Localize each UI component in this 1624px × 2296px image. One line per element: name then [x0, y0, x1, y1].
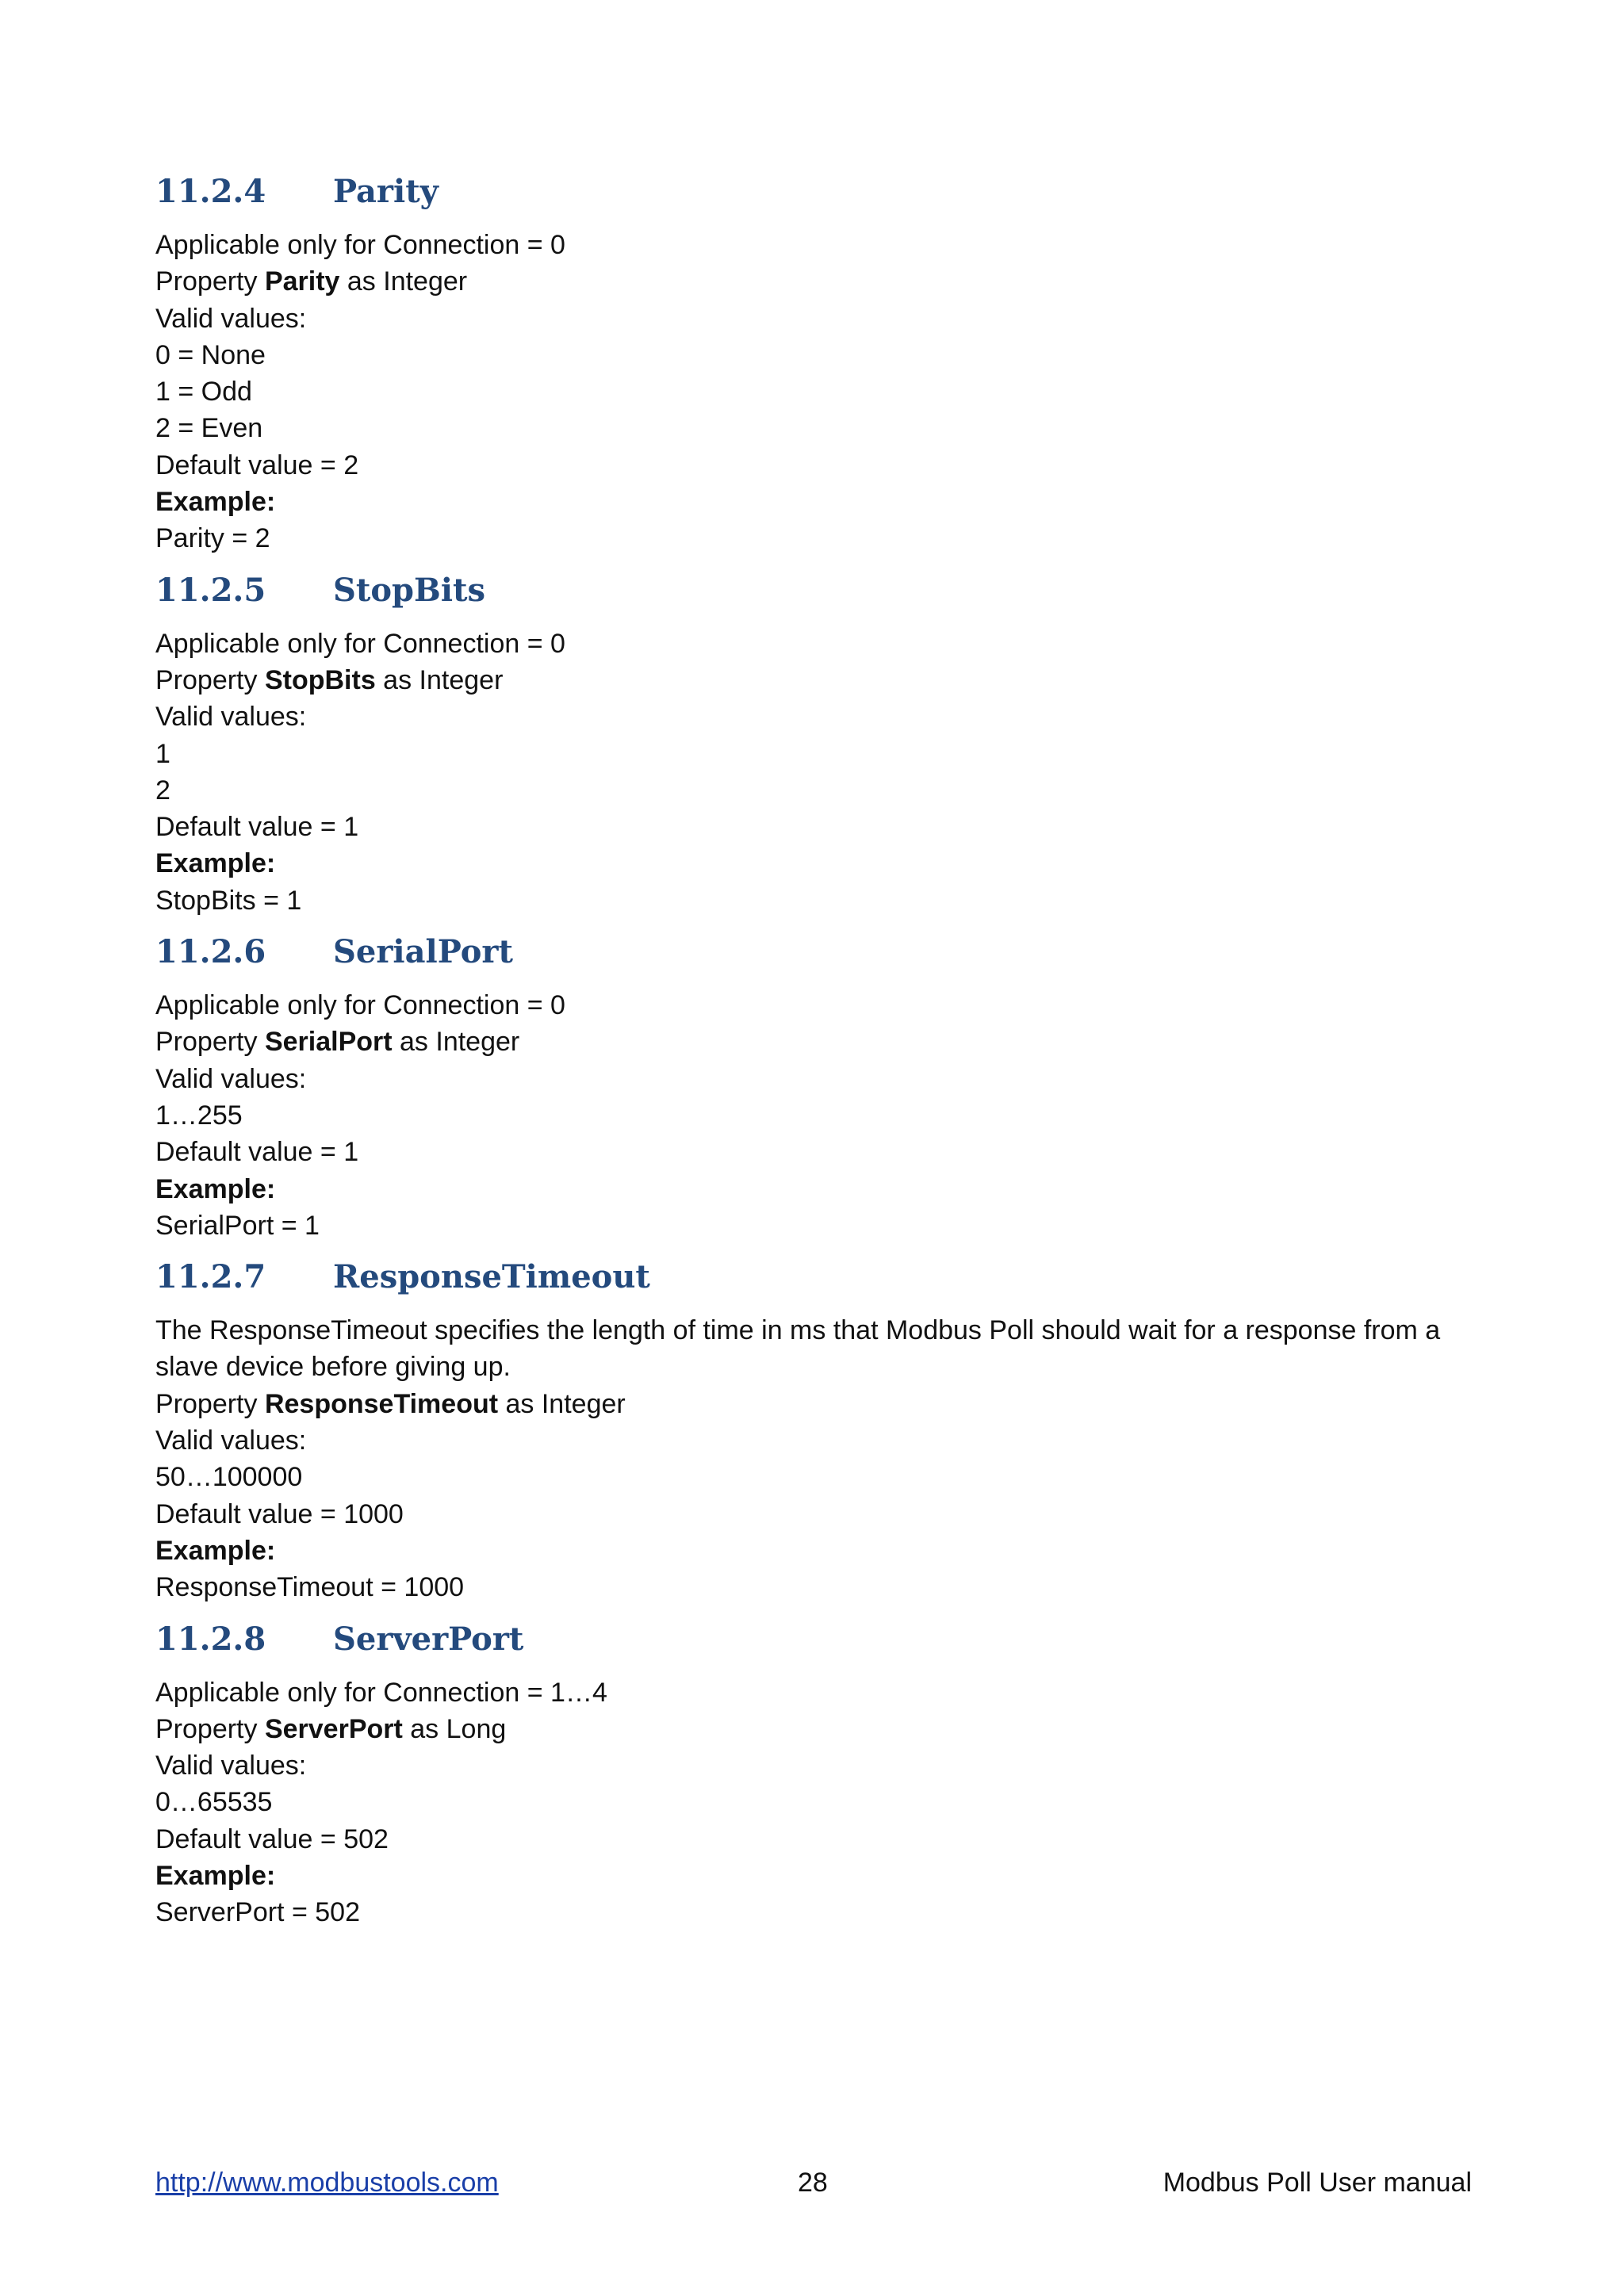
- body-text-line: The ResponseTimeout specifies the length of time in ms that Modbus Poll should wait for a response from a slave device before giving up.: [155, 1315, 1448, 1383]
- body-text-line: Default value = 1: [155, 812, 359, 843]
- section-number: 11.2.6: [155, 933, 266, 971]
- section-stopbits: [155, 557, 1472, 919]
- body-text-line: 1 = Odd: [155, 377, 252, 408]
- footer-website-link[interactable]: http://www.modbustools.com: [155, 2168, 499, 2198]
- manual-title: Modbus Poll User manual: [1162, 2168, 1472, 2198]
- section-title: ServerPort: [333, 1620, 524, 1658]
- property-name: ResponseTimeout: [264, 1388, 499, 1419]
- section-title: ResponseTimeout: [333, 1258, 650, 1296]
- body-text-line: Parity = 2: [155, 523, 270, 554]
- example-label: [155, 1858, 1472, 1894]
- body-text-line: 0…65535: [155, 1787, 273, 1818]
- section-heading: [155, 557, 1472, 624]
- property-type: as Integer: [339, 266, 468, 297]
- property-line: [155, 1024, 1472, 1060]
- property-name: ServerPort: [264, 1713, 403, 1744]
- body-text-line: Applicable only for Connection = 0: [155, 628, 565, 659]
- body-text-line: ServerPort = 502: [155, 1897, 360, 1928]
- body-text-line: StopBits = 1: [155, 885, 302, 916]
- section-parity: [155, 159, 1472, 557]
- example-label-text: Example:: [155, 1860, 276, 1891]
- body-text-line: Valid values:: [155, 303, 307, 334]
- body-text-line: SerialPort = 1: [155, 1210, 320, 1241]
- example-label-text: Example:: [155, 848, 276, 879]
- section-number: 11.2.4: [155, 173, 266, 210]
- body-text-line: Applicable only for Connection = 0: [155, 990, 565, 1021]
- page-footer: [155, 2163, 1472, 2202]
- page-content: [155, 159, 1472, 1931]
- body-text-line: 2: [155, 775, 170, 806]
- property-line: [155, 1386, 1472, 1422]
- example-label: [155, 484, 1472, 520]
- body-text-line: 1: [155, 738, 170, 769]
- section-heading: [155, 159, 1472, 225]
- body-text-line: Valid values:: [155, 1425, 307, 1456]
- property-type: as Integer: [392, 1027, 520, 1058]
- body-text-line: Valid values:: [155, 1063, 307, 1094]
- section-responsetimeout: [155, 1244, 1472, 1605]
- body-text-line: ResponseTimeout = 1000: [155, 1572, 465, 1603]
- section-title: StopBits: [333, 571, 486, 609]
- property-line: [155, 263, 1472, 300]
- body-text-line: Default value = 2: [155, 450, 359, 480]
- property-prefix: Property: [155, 1713, 265, 1744]
- body-text-line: Default value = 1: [155, 1137, 359, 1168]
- section-serverport: [155, 1606, 1472, 1931]
- property-type: as Long: [402, 1713, 507, 1744]
- property-type: as Integer: [375, 664, 504, 695]
- body-text-line: Valid values:: [155, 1751, 307, 1781]
- body-text-line: Applicable only for Connection = 1…4: [155, 1677, 607, 1708]
- body-text-line: 0 = None: [155, 339, 266, 370]
- property-prefix: Property: [155, 266, 265, 297]
- section-title: SerialPort: [333, 933, 513, 971]
- property-line: [155, 662, 1472, 698]
- body-text-line: Applicable only for Connection = 0: [155, 230, 565, 260]
- section-heading: [155, 919, 1472, 985]
- section-number: 11.2.8: [155, 1620, 266, 1658]
- example-label: [155, 1533, 1472, 1569]
- body-text-line: 1…255: [155, 1100, 243, 1131]
- property-prefix: Property: [155, 1027, 265, 1058]
- body-text-line: Valid values:: [155, 702, 307, 733]
- property-name: Parity: [264, 266, 340, 297]
- section-number: 11.2.7: [155, 1258, 266, 1296]
- body-text-line: 2 = Even: [155, 413, 263, 444]
- example-label-text: Example:: [155, 1535, 276, 1566]
- property-name: SerialPort: [264, 1027, 393, 1058]
- example-label-text: Example:: [155, 1173, 276, 1204]
- section-title: Parity: [333, 173, 439, 210]
- example-label: [155, 845, 1472, 882]
- section-heading: [155, 1606, 1472, 1673]
- property-name: StopBits: [264, 664, 376, 695]
- section-serialport: [155, 919, 1472, 1244]
- example-label: [155, 1171, 1472, 1207]
- property-line: [155, 1711, 1472, 1747]
- body-text-line: 50…100000: [155, 1462, 303, 1493]
- page-number: 28: [798, 2168, 828, 2198]
- body-text-line: Default value = 1000: [155, 1498, 404, 1529]
- section-heading: [155, 1244, 1472, 1311]
- property-type: as Integer: [498, 1388, 626, 1419]
- example-label-text: Example:: [155, 487, 276, 518]
- property-prefix: Property: [155, 664, 265, 695]
- property-prefix: Property: [155, 1388, 265, 1419]
- body-text-line: Default value = 502: [155, 1823, 389, 1854]
- section-number: 11.2.5: [155, 571, 266, 609]
